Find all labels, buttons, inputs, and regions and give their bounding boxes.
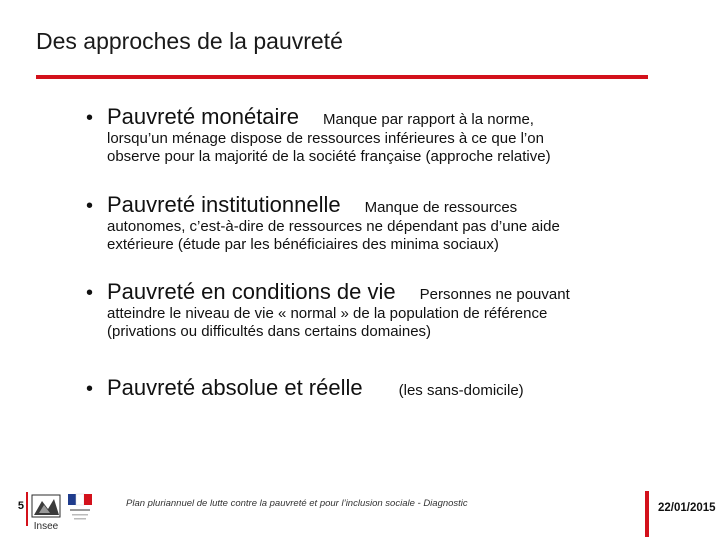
insee-logo-icon [30,493,62,535]
list-item-conditions-de-vie [86,279,686,341]
footer-caption: Plan pluriannuel de lutte contre la pauvreté et pour l’inclusion sociale - Diagnostic [126,498,468,509]
bullet-icon: • [86,282,94,304]
footer-date: 22/01/2015 [658,502,716,514]
bullet-icon: • [86,107,94,129]
page-title: Des approches de la pauvreté [36,28,343,54]
insee-logo-text: Insee [33,521,59,532]
item-label: Pauvreté absolue et réelle [107,375,363,400]
item-desc-line1: lorsqu’un ménage dispose de ressources inférieures à ce que l’on [107,130,544,147]
bullet-icon: • [86,378,94,400]
item-lead: Manque par rapport à la norme, [323,111,534,128]
list-item-absolue [86,375,686,401]
item-desc-line2: extérieure (étude par les bénéficiaires des minima sociaux) [107,236,499,253]
item-desc-line1: autonomes, c’est-à-dire de ressources ne dépendant pas d’une aide [107,218,560,235]
item-label: Pauvreté en conditions de vie [107,279,396,304]
footer-left-divider [26,492,28,526]
item-lead: Personnes ne pouvant [419,286,570,303]
item-desc-line2: (privations ou difficultés dans certains domaines) [107,323,432,340]
item-label: Pauvreté monétaire [107,104,299,129]
republique-francaise-logo-icon [66,493,94,523]
item-desc-line1: atteindre le niveau de vie « normal » de la population de référence [107,305,548,322]
item-desc-line2: observe pour la majorité de la société française (approche relative) [107,148,551,165]
list-item-monetaire [86,104,686,166]
item-lead: Manque de ressources [364,199,518,216]
item-label: Pauvreté institutionnelle [107,192,341,217]
bullet-icon: • [86,195,94,217]
title-divider [36,75,648,79]
list-item-institutionnelle [86,192,686,254]
footer-right-divider [645,491,649,537]
item-lead: (les sans-domicile) [398,382,524,399]
page-number: 5 [17,500,24,512]
